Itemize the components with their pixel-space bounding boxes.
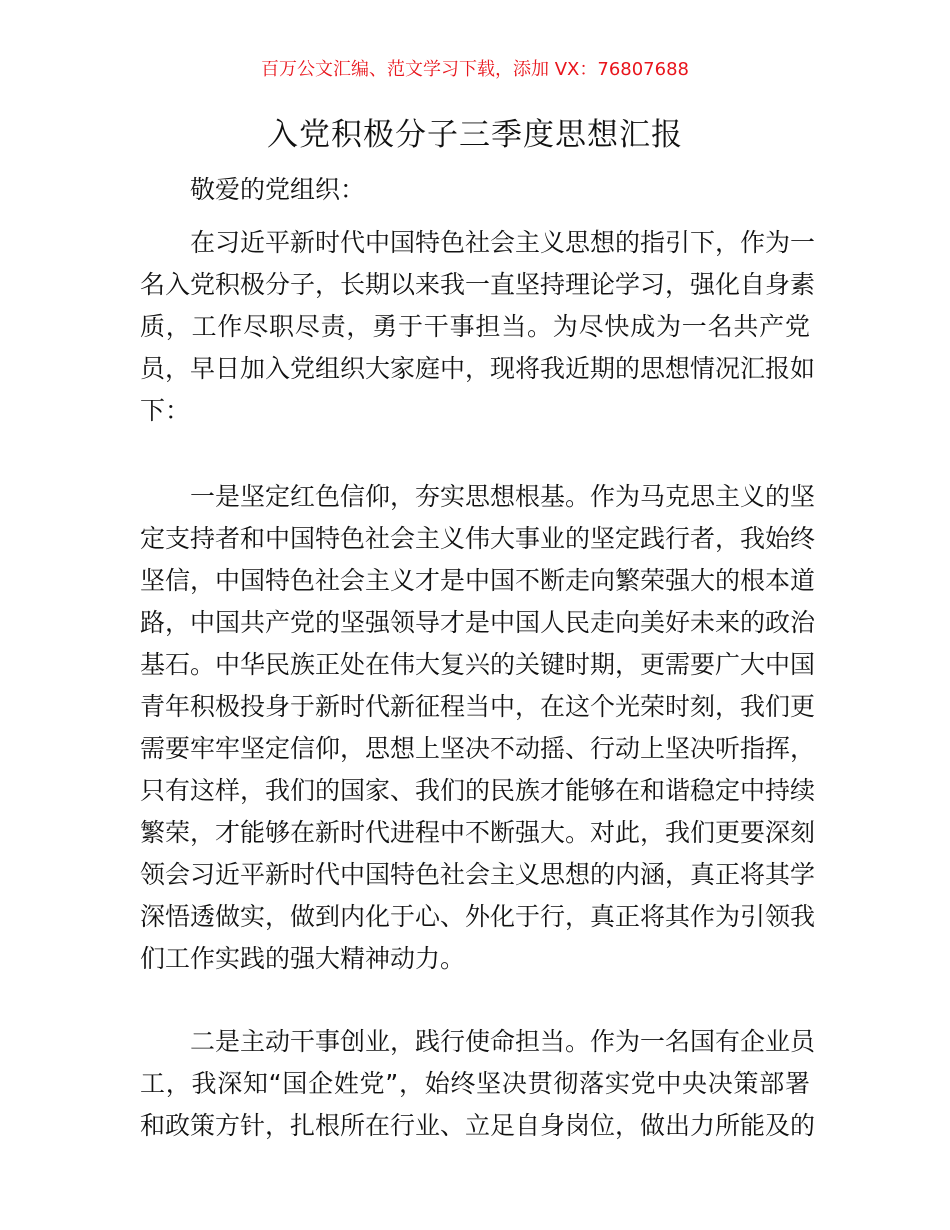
text-line: 和政策方针，扎根所在行业、立足自身岗位，做出力所能及的 (140, 1111, 816, 1140)
text-line: 下： (140, 396, 191, 425)
document-title: 入党积极分子三季度思想汇报 (267, 117, 683, 153)
paragraph-intro (140, 222, 816, 432)
salutation: 敬爱的党组织： (190, 175, 366, 204)
text-line: 一是坚定红色信仰，夯实思想根基。作为马克思主义的坚 (190, 482, 816, 511)
text-line: 路，中国共产党的坚强领导才是中国人民走向美好未来的政治 (140, 608, 816, 637)
text-line: 领会习近平新时代中国特色社会主义思想的内涵，真正将其学 (140, 860, 816, 889)
paragraph-point-two (140, 1021, 816, 1147)
text-line: 深悟透做实，做到内化于心、外化于行，真正将其作为引领我 (140, 902, 816, 931)
text-line: 二是主动干事创业，践行使命担当。作为一名国有企业员 (190, 1027, 816, 1056)
text-line: 名入党积极分子，长期以来我一直坚持理论学习，强化自身素 (140, 270, 816, 299)
download-banner: 百万公文汇编、范文学习下载，添加 VX：76807688 (261, 59, 689, 80)
text-line: 质，工作尽职尽责，勇于干事担当。为尽快成为一名共产党 (140, 312, 810, 341)
text-line: 坚信，中国特色社会主义才是中国不断走向繁荣强大的根本道 (140, 566, 816, 595)
text-line: 在习近平新时代中国特色社会主义思想的指引下，作为一 (190, 228, 816, 257)
text-line: 只有这样，我们的国家、我们的民族才能够在和谐稳定中持续 (140, 776, 816, 805)
text-line: 青年积极投身于新时代新征程当中，在这个光荣时刻，我们更 (140, 692, 816, 721)
text-line: 工，我深知“国企姓党”，始终坚决贯彻落实党中央决策部署 (140, 1069, 810, 1098)
text-line: 们工作实践的强大精神动力。 (140, 944, 466, 973)
text-line: 需要牢牢坚定信仰，思想上坚决不动摇、行动上坚决听指挥， (140, 734, 816, 763)
text-line: 基石。中华民族正处在伟大复兴的关键时期，更需要广大中国 (140, 650, 816, 679)
text-line: 定支持者和中国特色社会主义伟大事业的坚定践行者，我始终 (140, 524, 816, 553)
text-line: 员，早日加入党组织大家庭中，现将我近期的思想情况汇报如 (140, 354, 816, 383)
text-line: 繁荣，才能够在新时代进程中不断强大。对此，我们更要深刻 (140, 818, 816, 847)
paragraph-point-one (140, 476, 816, 980)
